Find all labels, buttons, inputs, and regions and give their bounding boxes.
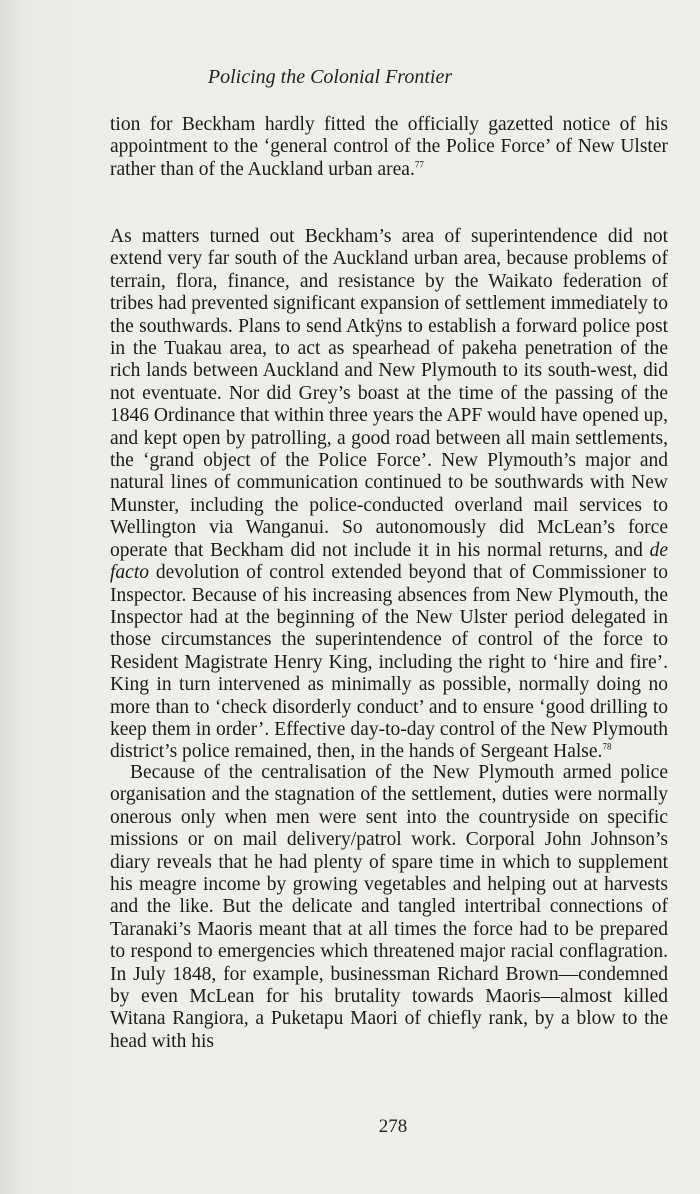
italic-phrase: de facto [110,539,668,584]
paragraph-continuation [110,114,668,181]
paragraph-text: tion for Beckham hardly fitted the officially gazetted notice of his appointment to the ‘general control of the Police Force’ of New Ulster rather than of the Auckland urban area. [110,114,668,180]
page-number: 278 [378,1116,408,1137]
running-head: Policing the Colonial Frontier [207,66,453,88]
paragraph-superintendence [110,226,668,764]
paragraph-text: Because of the centralisation of the New Plymouth armed police organisation and the stagnation of the settlement, duties were normally onerous only when men were sent into the countryside on specific missions or on mail delivery/patrol work. Corporal John Johnson’s diary reveals that he had plenty of spare time in which to supplement his meagre income by growing vegetables and helping out at harvests and the like. But the delicate and tangled intertribal connections of Taranaki’s Maoris meant that at all times the force had to be prepared to respond to emergencies which threatened major racial conflagration. In July 1848, for example, businessman Richard Brown—condemned by even McLean for his brutality towards Maoris—almost killed Witana Rangiora, a Puketapu Maori of chiefly rank, by a blow to the head with his [110,762,668,1052]
paragraph-text: devolution of control extended beyond that of Commissioner to Inspector. Because of his increasing absences from New Plymouth, the Inspector had at the beginning of the New Ulster period delegated in those circumstances the superintendence of control of the force to Resident Magistrate Henry King, including the right to ‘hire and fire’. King in turn intervened as minimally as possible, normally doing no more than to ‘check disorderly conduct’ and to ensure ‘good drilling to keep them in order’. Effective day-to-day control of the New Plymouth district’s police remained, then, in the hands of Sergeant Halse. [110,562,668,763]
footnote-ref-78: 78 [602,741,612,752]
footnote-ref-77: 77 [414,159,424,170]
paragraph-text: As matters turned out Beckham’s area of superintendence did not extend very far south of the Auckland urban area, because problems of terrain, flora, finance, and resistance by the Waikato federation of tribes had prevented significant expansion of settlement immediately to the southwards. Plans to send Atkÿns to establish a forward police post in the Tuakau area, to act as spearhead of pakeha penetration of the rich lands between Auckland and New Plymouth to its south-west, did not eventuate. Nor did Grey’s boast at the time of the passing of the 1846 Ordinance that within three years the APF would have opened up, and kept open by patrolling, a good road between all main settlements, the ‘grand object of the Police Force’. New Plymouth’s major and natural lines of communication continued to be southwards with New Munster, including the police-conducted overland mail services to Wellington via Wanganui. So autonomously did McLean’s force operate that Beckham did not include it in his normal returns, and [110,226,668,561]
paragraph-centralisation [110,762,668,1053]
